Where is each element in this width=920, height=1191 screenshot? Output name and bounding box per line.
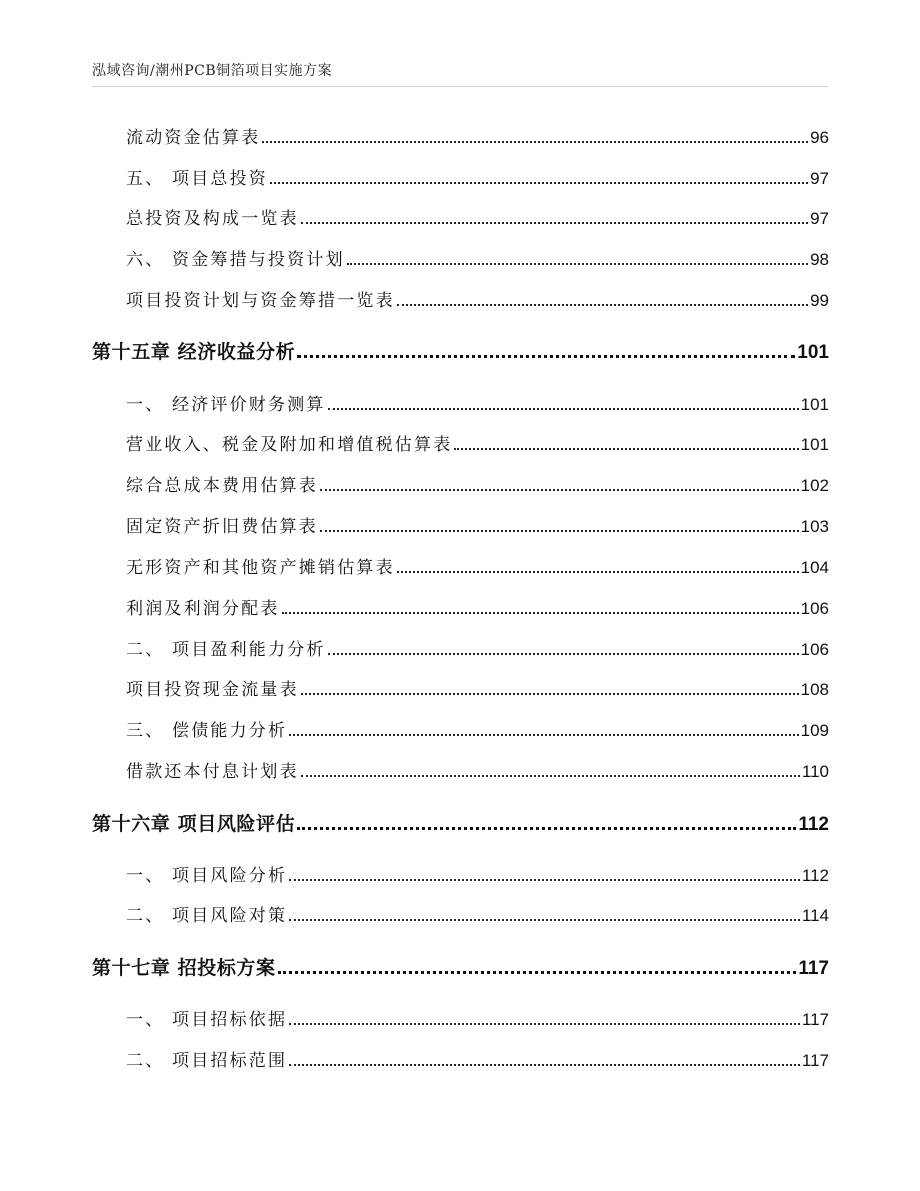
toc-chapter-label: 第十七章 招投标方案 [92, 957, 276, 979]
toc-entry-page: 117 [801, 1010, 829, 1029]
toc-entry-label: 固定资产折旧费估算表 [126, 517, 318, 537]
toc-dot-leader [397, 304, 808, 306]
toc-entry-page: 106 [800, 599, 829, 618]
toc-entry[interactable] [126, 674, 829, 700]
toc-dot-leader [262, 141, 808, 143]
toc-entry-page: 117 [801, 1051, 829, 1070]
page-header: 泓域咨询/潮州PCB铜箔项目实施方案 [92, 63, 333, 79]
toc-dot-leader [282, 612, 799, 614]
toc-entry-label: 综合总成本费用估算表 [126, 476, 318, 496]
toc-entry-label: 五、 项目总投资 [126, 169, 269, 189]
toc-entry-page: 109 [800, 721, 829, 740]
toc-entry[interactable] [126, 634, 829, 660]
toc-entry-label: 六、 资金筹措与投资计划 [126, 250, 345, 270]
toc-dot-leader [301, 775, 800, 777]
toc-dot-leader [301, 693, 799, 695]
toc-entry-label: 营业收入、税金及附加和增值税估算表 [126, 435, 453, 455]
toc-dot-leader [278, 971, 797, 974]
toc-dot-leader [320, 489, 799, 491]
toc-entry-page: 99 [810, 291, 829, 310]
toc-entry[interactable] [126, 552, 829, 578]
toc-dot-leader [328, 653, 799, 655]
toc-entry-page: 103 [800, 517, 829, 536]
toc-entry[interactable] [126, 244, 829, 270]
toc-chapter-entry[interactable] [92, 952, 829, 980]
toc-entry[interactable] [126, 285, 829, 311]
toc-entry-page: 98 [810, 250, 829, 269]
toc-entry[interactable] [126, 203, 829, 229]
toc-dot-leader [270, 182, 808, 184]
toc-entry[interactable] [126, 756, 829, 782]
toc-dot-leader [397, 571, 799, 573]
toc-dot-leader [328, 408, 799, 410]
toc-entry-page: 101 [800, 435, 829, 454]
toc-entry-label: 无形资产和其他资产摊销估算表 [126, 558, 395, 578]
toc-dot-leader [289, 1023, 800, 1025]
toc-entry-label: 一、 项目招标依据 [126, 1010, 288, 1030]
toc-chapter-entry[interactable] [92, 336, 829, 364]
toc-entry-label: 总投资及构成一览表 [126, 209, 299, 229]
toc-chapter-page: 112 [798, 814, 829, 835]
toc-entry-label: 项目投资现金流量表 [126, 680, 299, 700]
toc-entry[interactable] [126, 470, 829, 496]
toc-entry-label: 二、 项目风险对策 [126, 906, 288, 926]
toc-entry[interactable] [126, 860, 829, 886]
toc-entry[interactable] [126, 429, 829, 455]
toc-dot-leader [289, 879, 800, 881]
toc-entry-label: 二、 项目招标范围 [126, 1051, 288, 1071]
toc-dot-leader [347, 263, 808, 265]
toc-entry-page: 106 [800, 640, 829, 659]
toc-entry[interactable] [126, 389, 829, 415]
toc-entry-page: 108 [800, 680, 829, 699]
toc-entry[interactable] [126, 122, 829, 148]
toc-dot-leader [454, 448, 798, 450]
toc-entry-page: 96 [810, 128, 829, 147]
toc-entry-label: 流动资金估算表 [126, 128, 261, 148]
toc-dot-leader [289, 1064, 800, 1066]
toc-dot-leader [297, 827, 796, 830]
toc-chapter-page: 117 [798, 958, 829, 979]
toc-entry-label: 三、 偿债能力分析 [126, 721, 288, 741]
toc-entry-label: 一、 经济评价财务测算 [126, 395, 326, 415]
toc-entry[interactable] [126, 715, 829, 741]
toc-entry-page: 102 [800, 476, 829, 495]
toc-entry-page: 104 [800, 558, 829, 577]
toc-entry-page: 97 [810, 169, 829, 188]
toc-dot-leader [320, 530, 799, 532]
toc-dot-leader [289, 734, 798, 736]
toc-entry-page: 112 [801, 866, 829, 885]
toc-entry-label: 二、 项目盈利能力分析 [126, 640, 326, 660]
toc-entry-label: 利润及利润分配表 [126, 599, 280, 619]
toc-entry[interactable] [126, 593, 829, 619]
toc-entry[interactable] [126, 1004, 829, 1030]
toc-chapter-page: 101 [797, 342, 829, 363]
toc-entry[interactable] [126, 511, 829, 537]
toc-entry-page: 114 [801, 906, 829, 925]
toc-entry-label: 借款还本付息计划表 [126, 762, 299, 782]
toc-entry-label: 项目投资计划与资金筹措一览表 [126, 291, 395, 311]
toc-entry-label: 一、 项目风险分析 [126, 866, 288, 886]
toc-chapter-label: 第十六章 项目风险评估 [92, 813, 296, 835]
toc-dot-leader [297, 355, 795, 358]
toc-entry[interactable] [126, 163, 829, 189]
toc-entry-page: 110 [801, 762, 829, 781]
toc-dot-leader [289, 919, 800, 921]
toc-entry[interactable] [126, 1045, 829, 1071]
toc-entry[interactable] [126, 900, 829, 926]
toc-chapter-entry[interactable] [92, 808, 829, 836]
toc-dot-leader [301, 222, 808, 224]
toc-entry-page: 97 [810, 209, 829, 228]
toc-entry-page: 101 [800, 395, 829, 414]
toc-chapter-label: 第十五章 经济收益分析 [92, 341, 296, 363]
